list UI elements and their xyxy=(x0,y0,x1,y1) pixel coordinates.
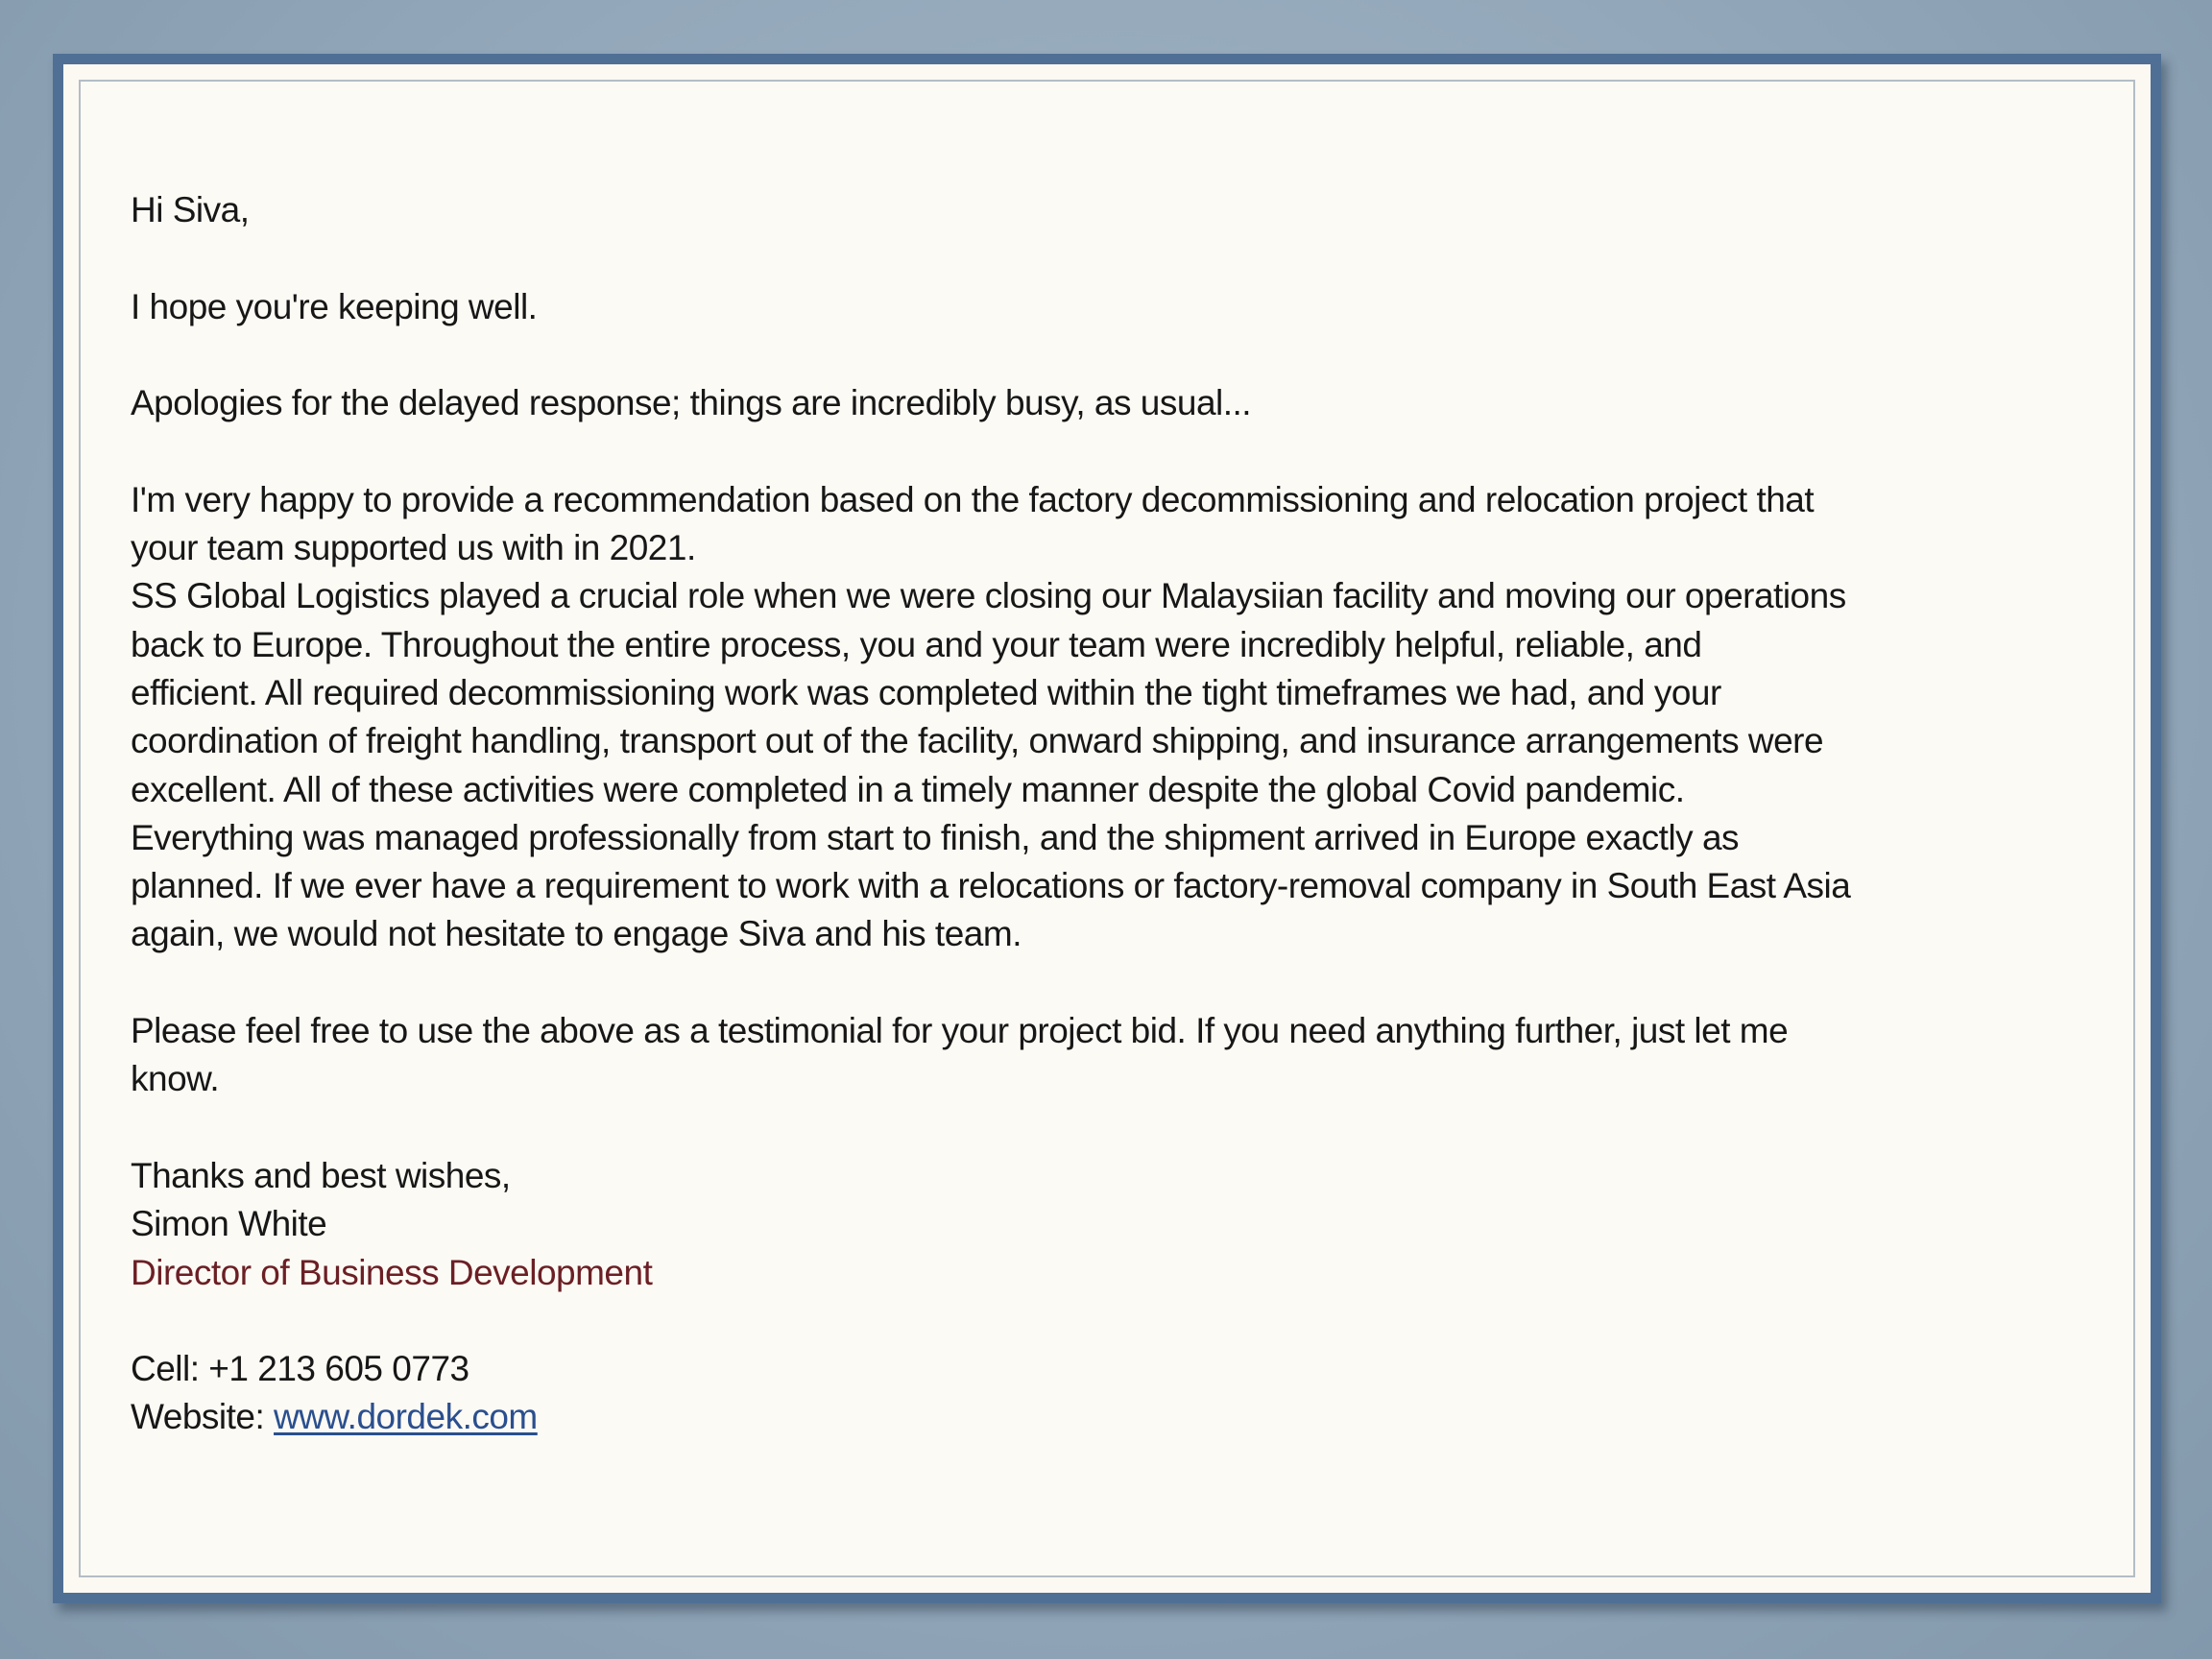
body-line: back to Europe. Throughout the entire process, you and your team were incredibly helpful, reliable, and xyxy=(131,624,1702,664)
body-line: your team supported us with in 2021. xyxy=(131,528,696,568)
closing-line: know. xyxy=(131,1059,220,1099)
spacer xyxy=(131,331,2051,379)
letter-body xyxy=(131,186,2051,1442)
body-line: planned. If we ever have a requirement to work with a relocations or factory-removal company in South East Asia xyxy=(131,866,1851,906)
body-line: excellent. All of these activities were completed in a timely manner despite the global Covid pandemic. xyxy=(131,769,1685,809)
signer-title: Director of Business Development xyxy=(131,1252,653,1292)
hope-line: I hope you're keeping well. xyxy=(131,286,538,326)
body-line: Everything was managed professionally from start to finish, and the shipment arrived in Europe exactly as xyxy=(131,817,1740,857)
body-line: I'm very happy to provide a recommendation based on the factory decommissioning and relocation project that xyxy=(131,479,1815,519)
closing-line: Please feel free to use the above as a testimonial for your project bid. If you need anything further, just let me xyxy=(131,1011,1789,1051)
signer-name: Simon White xyxy=(131,1204,327,1244)
spacer xyxy=(131,959,2051,1007)
website-label: Website: xyxy=(131,1397,275,1437)
cell-phone: Cell: +1 213 605 0773 xyxy=(131,1349,469,1389)
spacer xyxy=(131,234,2051,282)
apology-line: Apologies for the delayed response; things are incredibly busy, as usual... xyxy=(131,383,1252,423)
signoff: Thanks and best wishes, xyxy=(131,1155,511,1195)
greeting: Hi Siva, xyxy=(131,190,250,229)
spacer xyxy=(131,1104,2051,1152)
body-line: efficient. All required decommissioning work was completed within the tight timeframes we had, and your xyxy=(131,672,1721,712)
body-line: again, we would not hesitate to engage Siva and his team. xyxy=(131,914,1022,954)
spacer xyxy=(131,427,2051,475)
website-line xyxy=(131,1393,2051,1441)
body-line: SS Global Logistics played a crucial role when we were closing our Malaysiian facility and moving our operations xyxy=(131,576,1846,616)
spacer xyxy=(131,1297,2051,1345)
website-link[interactable]: www.dordek.com xyxy=(274,1397,538,1437)
body-line: coordination of freight handling, transport out of the facility, onward shipping, and insurance arrangements were xyxy=(131,721,1824,761)
